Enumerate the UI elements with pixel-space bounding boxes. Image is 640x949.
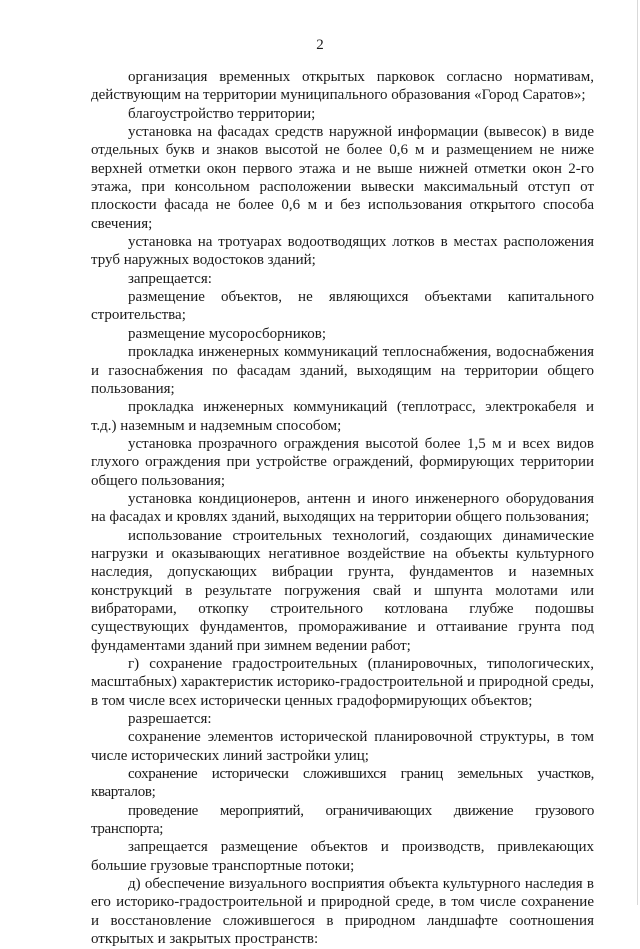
paragraph-air-conditioners: установка кондиционеров, антенн и иного инженерного оборудования на фасадах и кровлях зданий, выходящих на территории общего пользования; xyxy=(91,490,594,526)
scan-edge-line xyxy=(637,0,638,905)
paragraph-planning-structure: сохранение элементов исторической планировочной структуры, в том числе исторических линий застройки улиц; xyxy=(91,729,594,764)
paragraph-permitted-heading: разрешается: xyxy=(128,711,212,728)
page-number: 2 xyxy=(316,37,324,53)
paragraph-non-capital-objects: размещение объектов, не являющихся объектами капитального строительства; xyxy=(91,289,594,324)
paragraph-fencing: установка прозрачного ограждения высотой более 1,5 м и всех видов глухого ограждения при устройстве ограждений, формирующих территории общего пользования; xyxy=(91,435,594,489)
document-body xyxy=(91,68,594,949)
paragraph-item-g: г) сохранение градостроительных (планировочных, типологических, масштабных) характеристик историко-градостроительной и природной среды, в том числе всех исторически ценных градоформирующих объектов; xyxy=(91,656,594,709)
paragraph-landscaping: благоустройство территории; xyxy=(128,105,316,122)
paragraph-facade-utilities: прокладка инженерных коммуникаций теплоснабжения, водоснабжения и газоснабжения по фасадам зданий, выходящим на территории общего пользования; xyxy=(91,344,594,397)
paragraph-signage: установка на фасадах средств наружной информации (вывесок) в виде отдельных букв и знаков высотой не более 0,6 м и размещением не ниже верхней отметки окон первого этажа и не выше нижней отметки окон 2-го этажа, при консольном расположении вывески максимальный отступ от плоскости фасада не более 0,6 м и без использования открытого способа свечения; xyxy=(91,124,594,232)
paragraph-garbage-bins: размещение мусоросборников; xyxy=(128,325,327,342)
paragraph-construction-technologies: использование строительных технологий, создающих динамические нагрузки и оказывающих негативное воздействие на объекты культурного наследия, допускающих вибрации грунта, фундаментов и наземных конструкций в результате погружения свай и шпунта молотами или вибраторами, откопку строительного котлована глубже подошвы существующих фундаментов, промораживание и оттаивание грунта под фундаментами зданий при зимнем ведении работ; xyxy=(91,527,594,654)
paragraph-parking: организация временных открытых парковок согласно нормативам, действующим на территории муниципального образования «Город Саратов»; xyxy=(91,69,594,104)
paragraph-drainage-trays: установка на тротуарах водоотводящих лотков в местах расположения труб наружных водостоков зданий; xyxy=(91,234,594,269)
paragraph-prohibited-heading: запрещается: xyxy=(128,270,212,287)
paragraph-plot-boundaries: сохранение исторически сложившихся границ земельных участков, кварталов; xyxy=(91,766,594,801)
paragraph-freight-restriction: проведение мероприятий, ограничивающих движение грузового транспорта; xyxy=(91,802,594,838)
paragraph-freight-prohibition: запрещается размещение объектов и производств, привлекающих большие грузовые транспортные потоки; xyxy=(91,839,594,874)
paragraph-item-d: д) обеспечение визуального восприятия объекта культурного наследия в его историко-градостроительной и природной среде, в том числе сохранение и восстановление сложившегося в природном ландшафте соотношения открытых и закрытых пространств: xyxy=(91,876,594,948)
paragraph-overground-utilities: прокладка инженерных коммуникаций (теплотрасс, электрокабеля и т.д.) наземным и надземным способом; xyxy=(91,399,594,434)
